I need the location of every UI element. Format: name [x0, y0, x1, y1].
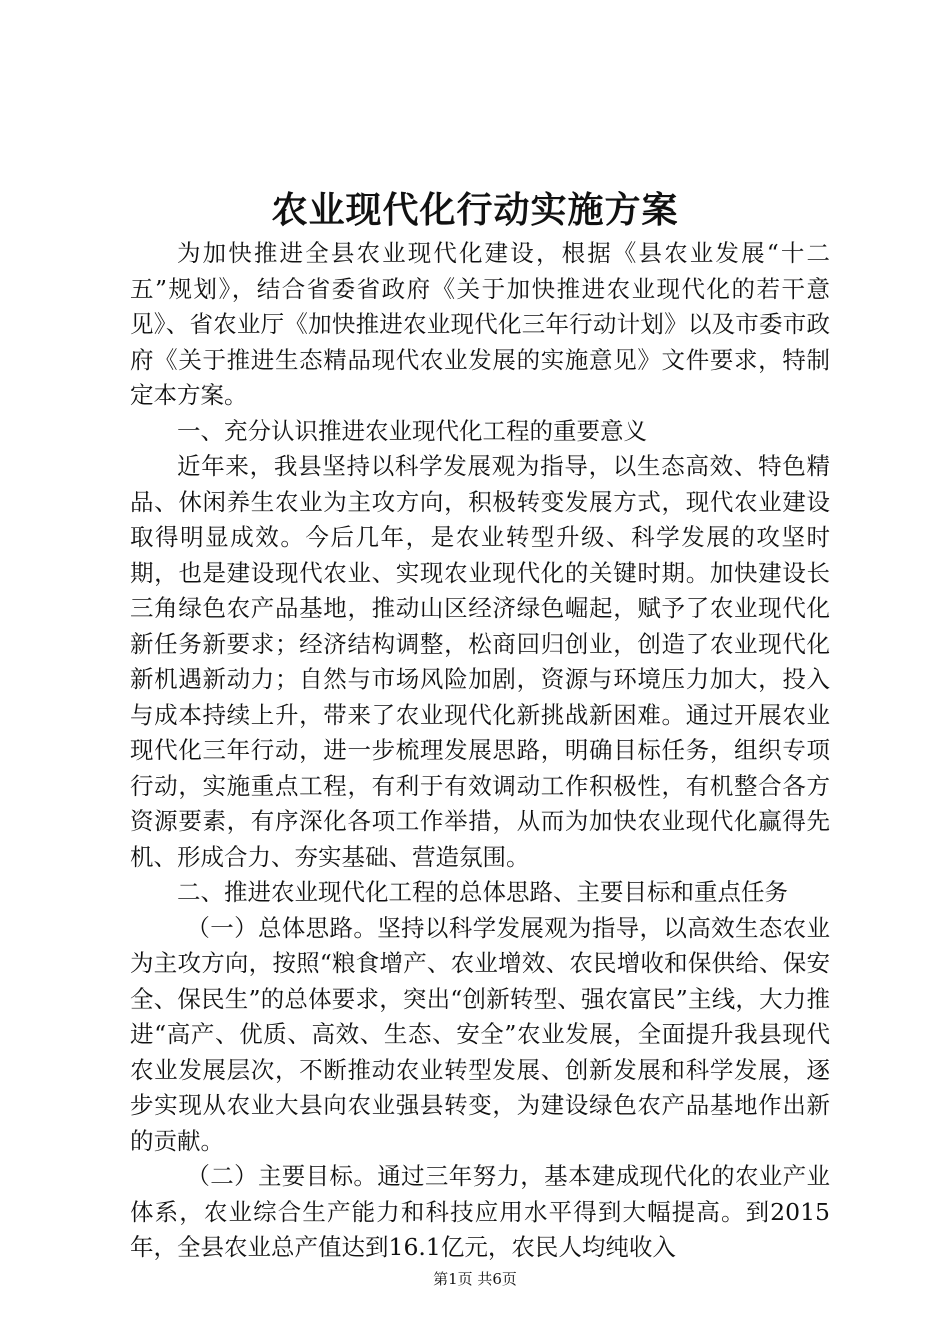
document-title: 农业现代化行动实施方案	[271, 189, 679, 231]
section-heading-2: 二、推进农业现代化工程的总体思路、主要目标和重点任务	[177, 878, 788, 906]
page-footer: 第1页 共6页	[433, 1270, 517, 1288]
paragraph-main-goals: （二）主要目标。通过三年努力，基本建成现代化的农业产业体系，农业综合生产能力和科技应用水平得到大幅提高。到2015年，全县农业总产值达到16.1亿元，农民人均纯收入	[130, 1162, 830, 1261]
document-body	[130, 236, 830, 1266]
paragraph-intro: 为加快推进全县农业现代化建设，根据《县农业发展“十二五”规划》，结合省委省政府《关于加快推进农业现代化的若干意见》、省农业厅《加快推进农业现代化三年行动计划》以及市委市政府《关于推进生态精品现代农业发展的实施意见》文件要求，特制定本方案。	[130, 239, 830, 409]
section-heading-1: 一、充分认识推进农业现代化工程的重要意义	[177, 416, 647, 445]
paragraph-significance: 近年来，我县坚持以科学发展观为指导，以生态高效、特色精品、休闲养生农业为主攻方向，积极转变发展方式，现代农业建设取得明显成效。今后几年，是农业转型升级、科学发展的攻坚时期，也是建设现代农业、实现农业现代化的关键时期。加快建设长三角绿色农产品基地，推动山区经济绿色崛起，赋予了农业现代化新任务新要求；经济结构调整，松商回归创业，创造了农业现代化新机遇新动力；自然与市场风险加剧，资源与环境压力加大，投入与成本持续上升，带来了农业现代化新挑战新困难。通过开展农业现代化三年行动，进一步梳理发展思路，明确目标任务，组织专项行动，实施重点工程，有利于有效调动工作积极性，有机整合各方资源要素，有序深化各项工作举措，从而为加快农业现代化赢得先机、形成合力、夯实基础、营造氛围。	[130, 452, 830, 871]
paragraph-overall-approach: （一）总体思路。坚持以科学发展观为指导，以高效生态农业为主攻方向，按照“粮食增产、农业增效、农民增收和保供给、保安全、保民生”的总体要求，突出“创新转型、强农富民”主线，大力推进“高产、优质、高效、生态、安全”农业发展，全面提升我县现代农业发展层次，不断推动农业转型发展、创新发展和科学发展，逐步实现从农业大县向农业强县转变，为建设绿色农产品基地作出新的贡献。	[130, 913, 830, 1155]
